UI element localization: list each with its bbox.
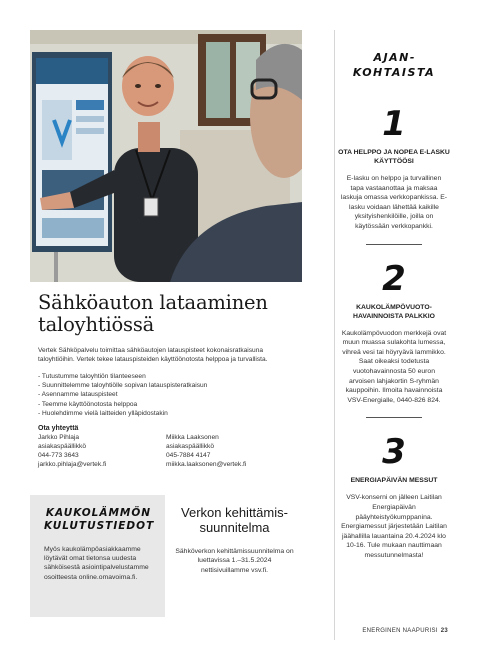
item-title: KAUKOLÄMPÖVUOTOHAVAINNOISTA PALKKIO	[353, 303, 435, 320]
contact-heading: Ota yhteyttä	[38, 425, 79, 433]
article-section	[30, 292, 302, 488]
page-number: 23	[440, 628, 448, 634]
contact-email: miikka.laaksonen@vertek.fi	[166, 461, 247, 469]
contact-card	[166, 433, 286, 469]
item-body: VSV-konserni on jälleen Laitilan Energiapäivän pääyhteistyökumppanina. Energiamessut järjestetään Laitilan jäähallilla lauantaina 20.4.2024 klo 10-16. Tule mukaan nauttimaan messutunnelmasta!	[341, 494, 447, 559]
contact-phone: 045-7884 4147	[166, 452, 211, 460]
item-body: Kaukolämpövuodon merkkejä ovat muun muassa sulakohta lumessa, vihreä vesi tai höyryävä lammikko. Saat oikeaksi todetusta vuotohavainnosta 50 euron arvoisen lahjakortin S-ryhmän kauppoihin. Ilmoita havainnoista VSV-Energialle, 0440-826 824.	[341, 329, 447, 404]
item-title: OTA HELPPO JA NOPEA E-LASKU KÄYTTÖÖSI	[338, 149, 450, 165]
contact-phone: 044-773 3643	[38, 452, 79, 460]
item-number: 1	[382, 104, 406, 144]
network-box-title: Verkon kehittämissuunnitelma	[181, 505, 288, 535]
separator	[366, 417, 422, 418]
item-number: 2	[382, 258, 406, 299]
list-item: - Huolehdimme vielä laitteiden ylläpidostakin	[38, 409, 168, 417]
network-plan-box	[167, 495, 302, 617]
separator	[366, 244, 422, 245]
list-item: - Tutustumme taloyhtiön tilanteeseen	[38, 373, 146, 380]
column-divider	[334, 30, 335, 640]
network-box-text: Sähköverkon kehittämissuunnitelma on luettavissa 1.–31.5.2024 nettisivuillamme vsv.fi.	[175, 548, 294, 574]
contact-role: asiakaspäällikkö	[38, 443, 87, 451]
article-lead: Vertek Sähköpalvelu toimittaa sähköautojen latauspisteet kokonaisratkaisuna taloyhtiöihin. Vertek tekee latauspisteiden käyttöönotosta helppoa ja turvallista.	[38, 347, 268, 363]
news-sidebar	[338, 30, 450, 560]
contact-card	[38, 433, 138, 469]
article-photo	[30, 30, 302, 282]
service-list	[38, 372, 302, 418]
list-item: - Teemme käyttöönotosta helppoa	[38, 400, 138, 408]
item-number: 3	[382, 432, 406, 473]
list-item: - Suunnittelemme taloyhtiölle sopivan latauspisteratkaisun	[38, 382, 208, 390]
list-item: - Asennamme latauspisteet	[38, 391, 118, 399]
contact-email: jarkko.pihlaja@vertek.fi	[38, 461, 107, 469]
heat-info-box	[30, 495, 165, 617]
item-title: ENERGIAPÄIVÄN MESSUT	[350, 477, 438, 485]
photo-illustration	[30, 30, 302, 282]
heat-box-text: Myös kaukolämpöasiakkaamme löytävät omat tietonsa uudesta sähköisestä asiointipalvelustamme osoitteesta online.omavoima.fi.	[44, 546, 149, 581]
contact-role: asiakaspäällikkö	[166, 443, 215, 451]
page-footer	[362, 628, 448, 634]
contact-name: Jarkko Pihlaja	[38, 434, 80, 442]
sidebar-title: AJANKOHTAISTA	[352, 51, 436, 79]
magazine-name: ENERGINEN NAAPURISI	[362, 628, 438, 634]
contacts	[38, 433, 302, 469]
contact-name: Miikka Laaksonen	[166, 434, 219, 442]
item-body: E-lasku on helppo ja turvallinen tapa vastaanottaa ja maksaa laskuja omassa verkkopankissa. E-lasku voidaan lähettää kaikille yksityishenkilöille, joilla on käytössään verkkopankki.	[340, 175, 448, 230]
heat-box-title: KAUKOLÄMMÖN KULUTUSTIEDOT	[44, 507, 155, 532]
article-title: Sähköauton lataaminen taloyhtiössä	[38, 291, 268, 336]
